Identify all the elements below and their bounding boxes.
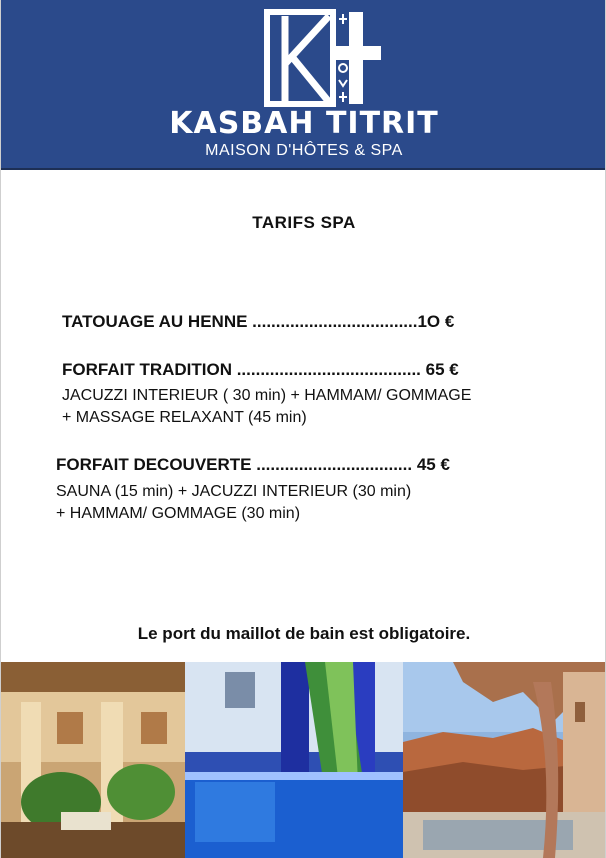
kasbah-logo-icon xyxy=(263,8,385,108)
desc-forfait-tradition-1: JACUZZI INTERIEUR ( 30 min) + HAMMAM/ GOMMAGE xyxy=(62,387,472,404)
swimsuit-notice: Le port du maillot de bain est obligatoire. xyxy=(137,624,471,643)
photo-strip xyxy=(1,662,606,858)
courtyard-photo xyxy=(1,662,185,858)
desc-forfait-tradition-2: + MASSAGE RELAXANT (45 min) xyxy=(62,409,307,426)
brand-subtitle: MAISON D'HÔTES & SPA xyxy=(205,142,403,159)
brand-name: KASBAH TITRIT xyxy=(169,106,439,141)
desc-forfait-decouverte-2: + HAMMAM/ GOMMAGE (30 min) xyxy=(56,505,301,522)
price-line-forfait-decouverte: FORFAIT DECOUVERTE ................................. 45 € xyxy=(56,455,450,474)
price-line-forfait-tradition: FORFAIT TRADITION ....................................... 65 € xyxy=(62,360,459,379)
price-line-tatouage: TATOUAGE AU HENNE ...................................1O € xyxy=(62,312,455,331)
desc-forfait-decouverte-1: SAUNA (15 min) + JACUZZI INTERIEUR (30 min) xyxy=(56,483,412,500)
page-title: TARIFS SPA xyxy=(252,213,356,232)
header-banner xyxy=(1,0,606,170)
pool-photo xyxy=(185,662,403,858)
desert-terrace-photo xyxy=(403,662,606,858)
